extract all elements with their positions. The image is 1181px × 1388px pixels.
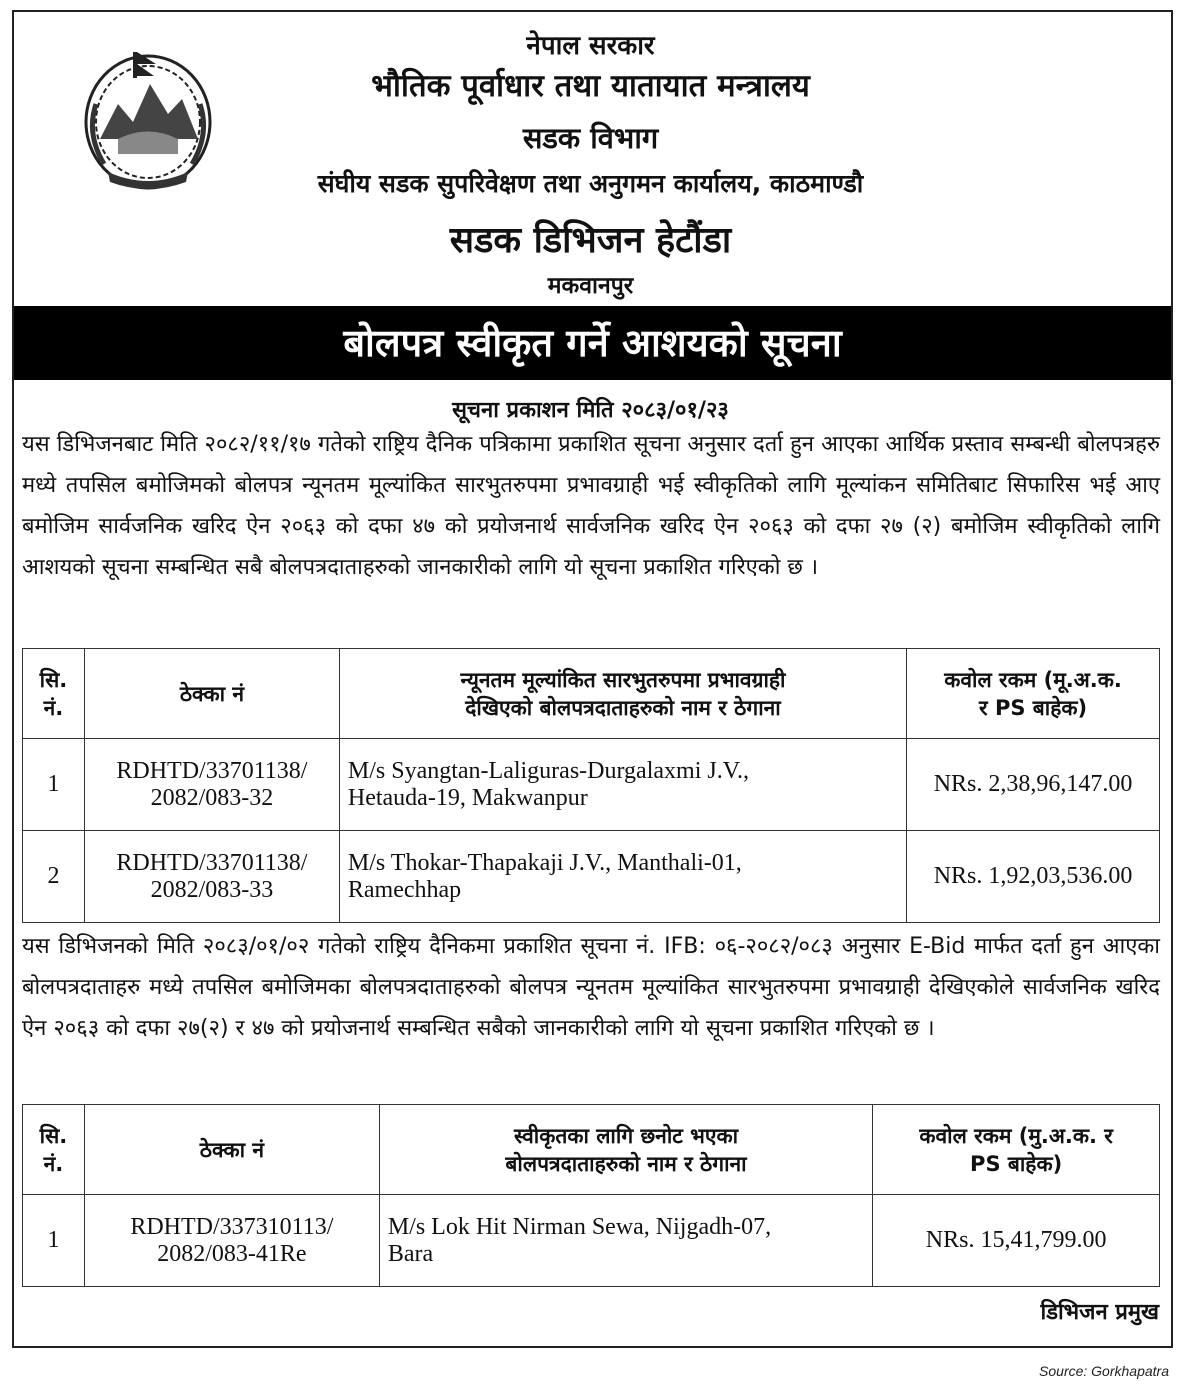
- row-contract-no: RDHTD/33701138/ 2082/083-32: [84, 739, 339, 831]
- header-serial: सि. नं.: [23, 1105, 85, 1195]
- row-serial: 2: [23, 831, 85, 923]
- row-contract-no: RDHTD/33701138/ 2082/083-33: [84, 831, 339, 923]
- table-row: [23, 831, 1160, 923]
- signature-division-chief: डिभिजन प्रमुख: [1040, 1300, 1159, 1325]
- row-bidder: M/s Syangtan-Laliguras-Durgalaxmi J.V., Hetauda-19, Makwanpur: [339, 739, 906, 831]
- header-bidder: न्यूनतम मूल्यांकित सारभुतरुपमा प्रभावग्राही देखिएको बोलपत्रदाताहरुको नाम र ठेगाना: [339, 649, 906, 739]
- header-amount: कवोल रकम (मू.अ.क. र PS बाहेक): [907, 649, 1160, 739]
- header-contract-no: ठेक्का नं: [84, 1105, 379, 1195]
- table-row: [23, 1195, 1160, 1287]
- header-line-department: सडक विभाग: [522, 121, 659, 155]
- publish-date: सूचना प्रकाशन मिति २०८३/०१/२३: [452, 398, 729, 423]
- table-header-row: [23, 1105, 1160, 1195]
- bid-table-1: [22, 648, 1160, 923]
- header-serial: सि. नं.: [23, 649, 85, 739]
- row-serial: 1: [23, 739, 85, 831]
- row-amount: NRs. 2,38,96,147.00: [907, 739, 1160, 831]
- table-row: [23, 739, 1160, 831]
- bid-table-2: [22, 1104, 1160, 1287]
- row-contract-no: RDHTD/337310113/ 2082/083-41Re: [84, 1195, 379, 1287]
- header-bidder: स्वीकृतका लागि छनोट भएका बोलपत्रदाताहरुको नाम र ठेगाना: [379, 1105, 872, 1195]
- header-line-ministry: भौतिक पूर्वाधार तथा यातायात मन्त्रालय: [371, 68, 810, 104]
- source-credit: Source: Gorkhapatra: [1039, 1363, 1169, 1379]
- header-line-district: मकवानपुर: [547, 273, 634, 299]
- header-line-office: संघीय सडक सुपरिवेक्षण तथा अनुगमन कार्यालय, काठमाण्डौ: [317, 169, 864, 198]
- row-amount: NRs. 15,41,799.00: [873, 1195, 1160, 1287]
- header-line-division: सडक डिभिजन हेटौंडा: [449, 220, 732, 261]
- paragraph-intent-notice: यस डिभिजनबाट मिति २०८२/११/१७ गतेको राष्ट्रिय दैनिक पत्रिकामा प्रकाशित सूचना अनुसार दर्ता हुन आएका आर्थिक प्रस्ताव सम्बन्धी बोलपत्रहरु मध्ये तपसिल बमोजिमको बोलपत्र न्यूनतम मूल्यांकित सारभुतरुपमा प्रभावग्राही भई स्वीकृतिको लागि मूल्यांकन समितिबाट सिफारिस भई आए बमोजिम सार्वजनिक खरिद ऐन २०६३ को दफा ४७ को प्रयोजनार्थ सार्वजनिक खरिद ऐन २०६३ को दफा २७ (२) बमोजिम स्वीकृतिको लागि आशयको सूचना सम्बन्धित सबै बोलपत्रदाताहरुको जानकारीको लागि यो सूचना प्रकाशित गरिएको छ ।: [22, 432, 1160, 580]
- row-amount: NRs. 1,92,03,536.00: [907, 831, 1160, 923]
- table-header-row: [23, 649, 1160, 739]
- row-serial: 1: [23, 1195, 85, 1287]
- notice-title-banner: बोलपत्र स्वीकृत गर्ने आशयको सूचना: [14, 306, 1171, 380]
- row-bidder: M/s Thokar-Thapakaji J.V., Manthali-01, Ramechhap: [339, 831, 906, 923]
- header-amount: कवोल रकम (मु.अ.क. र PS बाहेक): [873, 1105, 1160, 1195]
- header-line-government: नेपाल सरकार: [526, 31, 655, 61]
- row-bidder: M/s Lok Hit Nirman Sewa, Nijgadh-07, Bara: [379, 1195, 872, 1287]
- paragraph-selection-notice: यस डिभिजनको मिति २०८३/०१/०२ गतेको राष्ट्रिय दैनिकमा प्रकाशित सूचना नं. IFB: ०६-२०८२/०८३ अनुसार E-Bid मार्फत दर्ता हुन आएका बोलपत्रदाताहरु मध्ये तपसिल बमोजिमका बोलपत्रदाताहरुको बोलपत्र न्यूनतम मूल्यांकित सारभुतरुपमा प्रभावग्राही देखिएकोले सार्वजनिक खरिद ऐन २०६३ को दफा २७(२) र ४७ को प्रयोजनार्थ सम्बन्धित सबैको जानकारीको लागि यो सूचना प्रकाशित गरिएको छ ।: [22, 934, 1160, 1041]
- header-contract-no: ठेक्का नं: [84, 649, 339, 739]
